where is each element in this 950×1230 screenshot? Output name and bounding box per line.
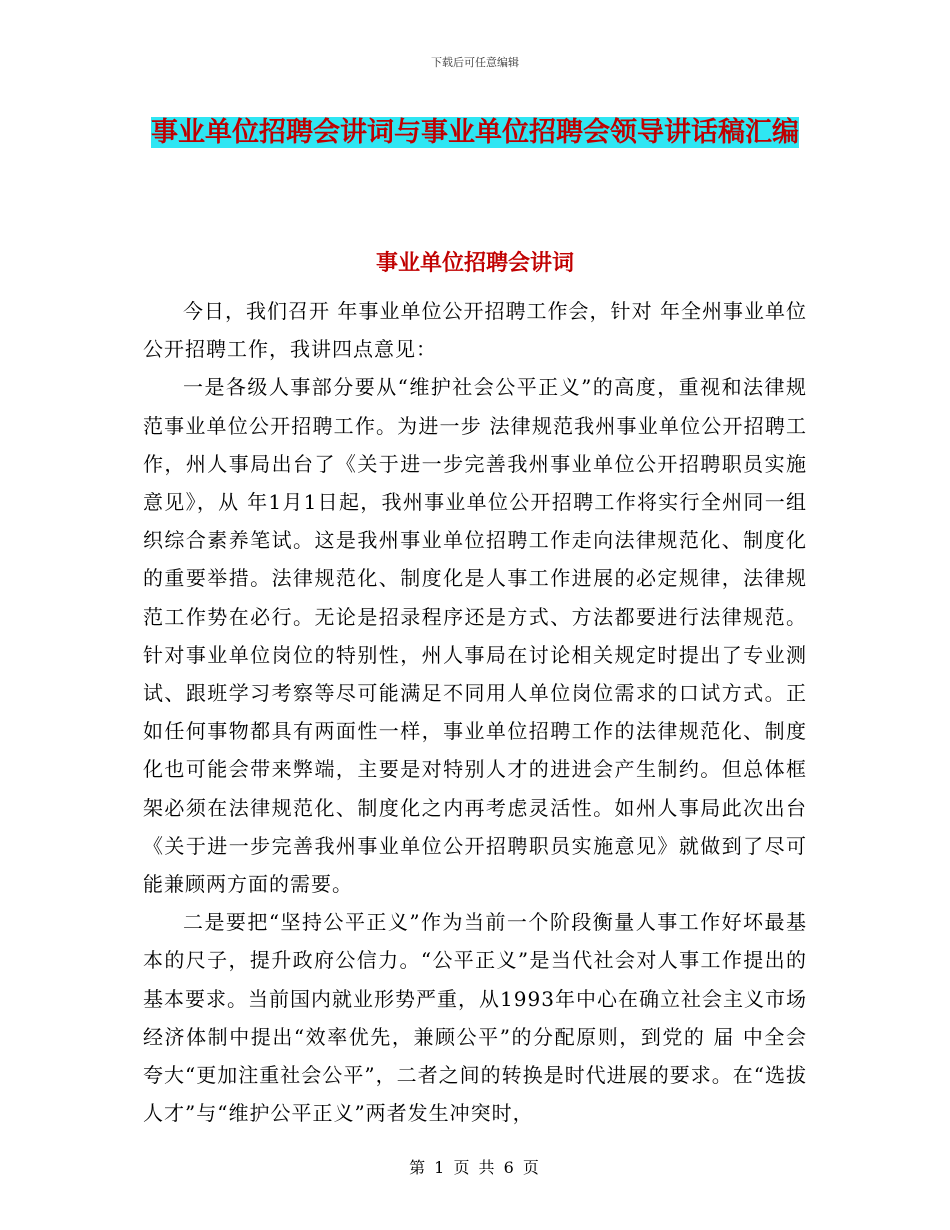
page-header-note: 下载后可任意编辑 bbox=[431, 56, 519, 69]
paragraph: 二是要把“坚持公平正义”作为当前一个阶段衡量人事工作好坏最基本的尺子，提升政府公信力。“公平正义”是当代社会对人事工作提出的基本要求。当前国内就业形势严重，从1993年中心在确立社会主义市场经济体制中提出“效率优先，兼顾公平”的分配原则，到党的 届 中全会夸大“更加注重社会公平”，二者之间的转换是时代进展的要求。在“选拔人才”与“维护公平正义”两者发生冲突时， bbox=[143, 910, 807, 1126]
paragraph: 一是各级人事部分要从“维护社会公平正义”的高度，重视和法律规范事业单位公开招聘工作。为进一步 法律规范我州事业单位公开招聘工作，州人事局出台了《关于进一步完善我州事业单位公开招聘职员实施意见》，从 年1月1日起，我州事业单位公开招聘工作将实行全州同一组织综合素养笔试。这是我州事业单位招聘工作走向法律规范化、制度化的重要举措。法律规范化、制度化是人事工作进展的必定规律，法律规范工作势在必行。无论是招录程序还是方式、方法都要进行法律规范。针对事业单位岗位的特别性，州人事局在讨论相关规定时提出了专业测试、跟班学习考察等尽可能满足不同用人单位岗位需求的口试方式。正如任何事物都具有两面性一样，事业单位招聘工作的法律规范化、制度化也可能会带来弊端，主要是对特别人才的进进会产生制约。但总体框架必须在法律规范化、制度化之内再考虑灵活性。如州人事局此次出台《关于进一步完善我州事业单位公开招聘职员实施意见》就做到了尽可能兼顾两方面的需要。 bbox=[143, 375, 807, 897]
document-body bbox=[143, 292, 807, 1132]
paragraph: 今日，我们召开 年事业单位公开招聘工作会，针对 年全州事业单位公开招聘工作，我讲四点意见： bbox=[143, 299, 807, 362]
document-title bbox=[140, 110, 810, 155]
section-title: 事业单位招聘会讲词 bbox=[375, 251, 574, 276]
document-title-text: 事业单位招聘会讲词与事业单位招聘会领导讲话稿汇编 bbox=[151, 117, 799, 148]
page-number: 第 1 页 共 6 页 bbox=[409, 1158, 541, 1177]
